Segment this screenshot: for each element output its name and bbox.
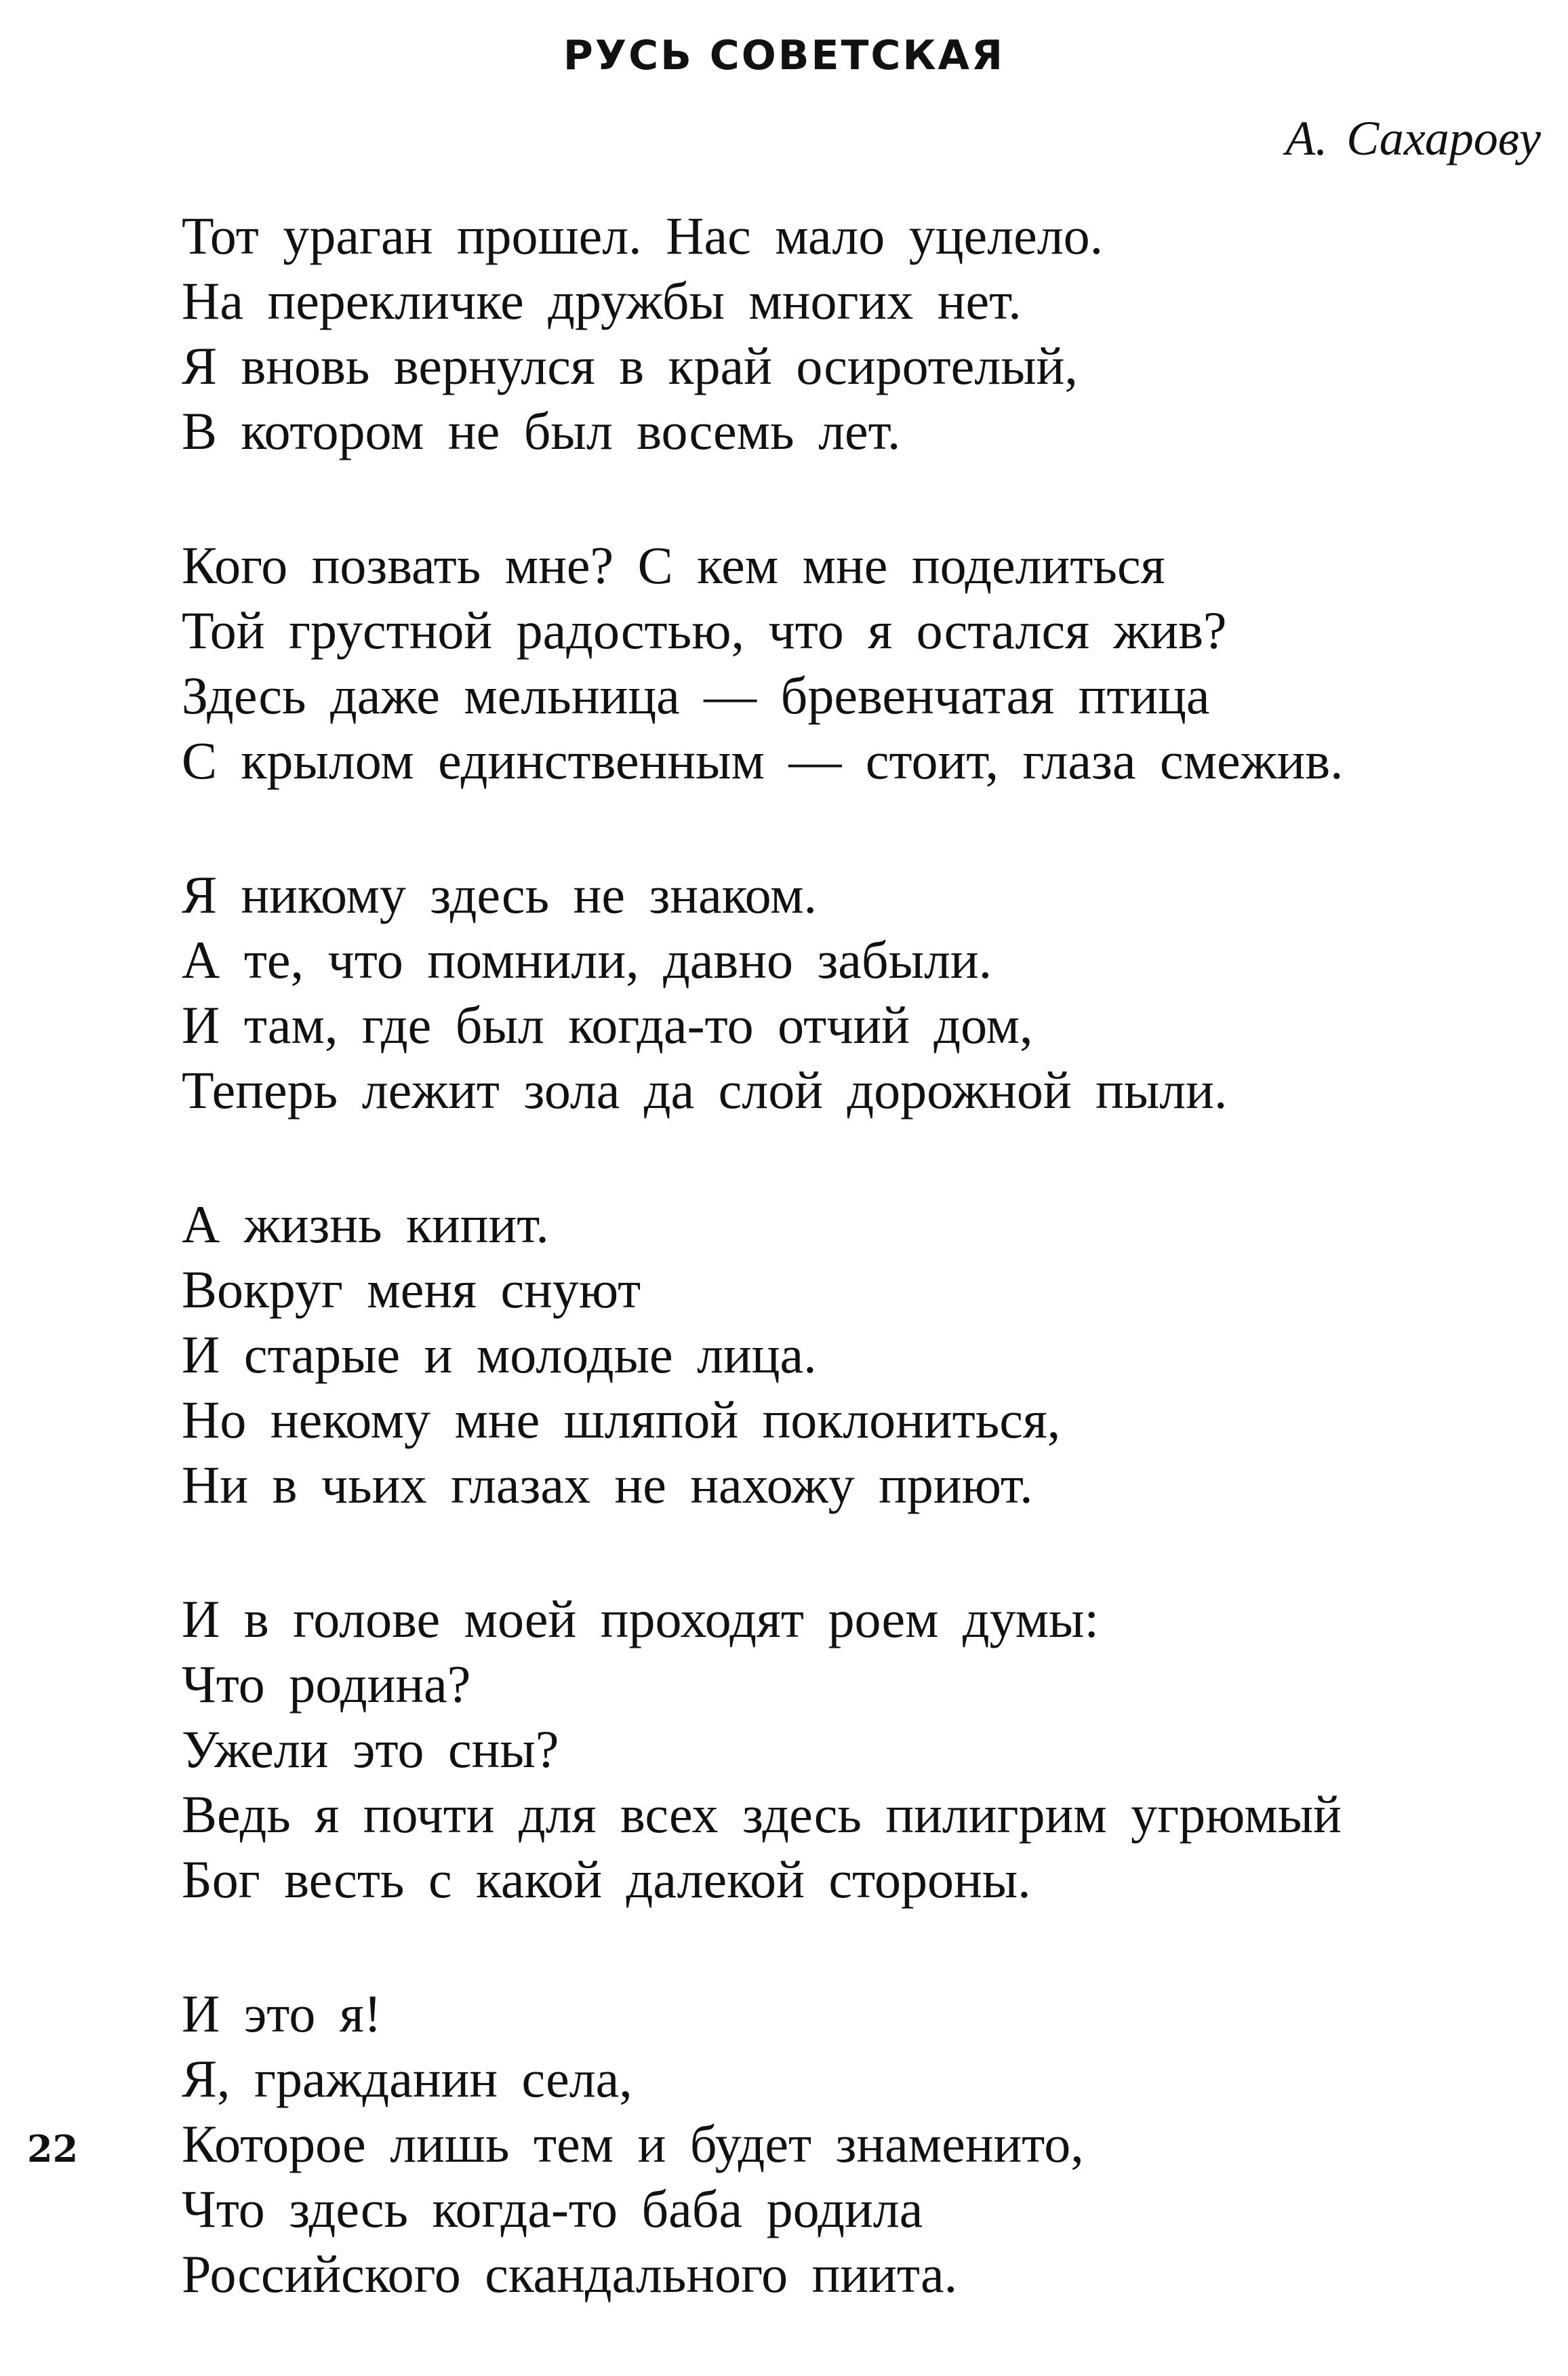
poem-line: Что родина? [182, 1655, 471, 1714]
poem-line: Бог весть с какой далекой стороны. [182, 1850, 1031, 1909]
poem-body [182, 203, 1565, 2376]
stanza [182, 203, 1565, 464]
stanza [182, 533, 1565, 793]
poem-line: И там, где был когда-то отчий дом, [182, 995, 1033, 1054]
poem-line: А жизнь кипит. [182, 1195, 549, 1254]
poem-line: А те, что помнили, давно забыли. [182, 930, 992, 989]
page-number: 22 [27, 2127, 79, 2171]
poem-line: Я, гражданин села, [182, 2049, 632, 2108]
poem-line: В котором не был восемь лет. [182, 401, 901, 460]
poem-line: И в голове моей проходят роем думы: [182, 1589, 1100, 1648]
poem-line: Теперь лежит зола да слой дорожной пыли. [182, 1061, 1228, 1120]
poem-line: Я вновь вернулся в край осиротелый, [182, 336, 1078, 395]
poem-line: На перекличке дружбы многих нет. [182, 271, 1022, 330]
poem-line: Ужели это сны? [182, 1720, 559, 1779]
poem-line: Российского скандального пиита. [182, 2244, 958, 2303]
stanza [182, 863, 1565, 1123]
poem-line: Кого позвать мне? С кем мне поделиться [182, 536, 1165, 595]
stanza [182, 1981, 1565, 2307]
poem-line: Вокруг меня снуют [182, 1260, 641, 1319]
poem-line: Ни в чьих глазах не нахожу приют. [182, 1455, 1033, 1514]
poem-line: И это я! [182, 1984, 382, 2043]
dedication: А. Сахарову [1285, 111, 1541, 165]
poem-line: И старые и молодые лица. [182, 1325, 817, 1384]
poem-line: Той грустной радостью, что я остался жив? [182, 601, 1227, 660]
poem-line: Тот ураган прошел. Нас мало уцелело. [182, 206, 1104, 265]
poem-line: С крылом единственным — стоит, глаза смежив. [182, 731, 1344, 790]
poem-line: Ведь я почти для всех здесь пилигрим угрюмый [182, 1785, 1342, 1844]
poem-line: Здесь даже мельница — бревенчатая птица [182, 666, 1210, 725]
poem-line: Которое лишь тем и будет знаменито, [182, 2114, 1084, 2173]
poem-line: Но некому мне шляпой поклониться, [182, 1390, 1061, 1449]
stanza [182, 1587, 1565, 1912]
stanza [182, 1192, 1565, 1518]
poem-line: Что здесь когда-то баба родила [182, 2179, 923, 2238]
poem-title: РУСЬ СОВЕТСКАЯ [563, 32, 1005, 79]
poem-line: Я никому здесь не знаком. [182, 865, 818, 924]
